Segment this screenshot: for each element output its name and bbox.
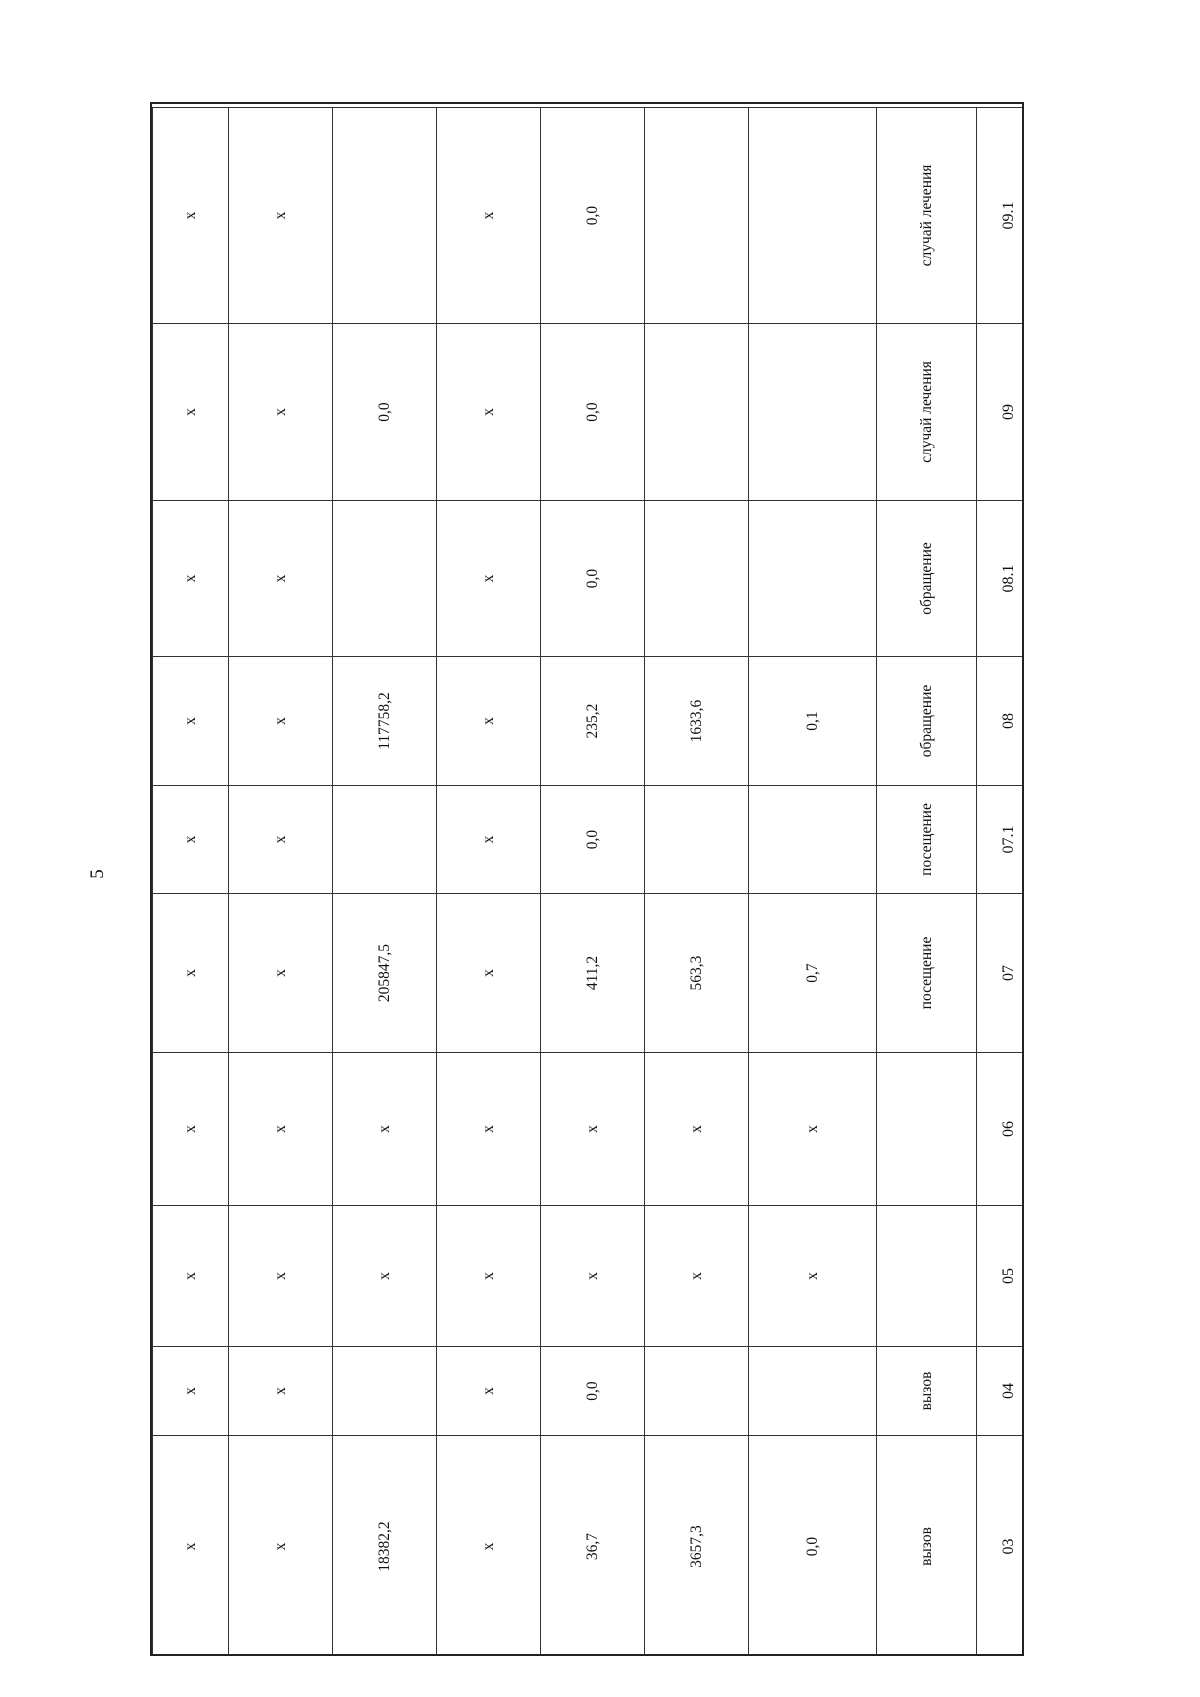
col5-cell: 0,0 — [333, 324, 437, 501]
unit-cell: обращение — [877, 657, 977, 786]
col5-cell: 18382,2 — [333, 1436, 437, 1657]
col1-cell: 0,7 — [749, 894, 877, 1053]
col2-cell — [645, 1347, 749, 1436]
col6-cell: х — [229, 1206, 333, 1347]
col3-cell: 411,2 — [541, 894, 645, 1053]
col5-cell — [333, 501, 437, 657]
unit-cell: посещение — [877, 894, 977, 1053]
col6-cell: х — [229, 108, 333, 324]
col4-cell: х — [437, 657, 541, 786]
col6-cell: х — [229, 324, 333, 501]
row-code-cell: 09 — [977, 324, 1025, 501]
table-row — [153, 108, 229, 1657]
col3-cell: 0,0 — [541, 501, 645, 657]
col7-cell: х — [153, 1053, 229, 1206]
funding-table — [152, 107, 1024, 1656]
col2-cell: х — [645, 1206, 749, 1347]
col2-cell — [645, 108, 749, 324]
table-row — [977, 108, 1025, 1657]
unit-cell: вызов — [877, 1436, 977, 1657]
col1-cell — [749, 1347, 877, 1436]
unit-cell: посещение — [877, 786, 977, 894]
row-code-cell: 05 — [977, 1206, 1025, 1347]
table-row — [437, 108, 541, 1657]
row-code-cell: 06 — [977, 1053, 1025, 1206]
col6-cell: х — [229, 1347, 333, 1436]
col1-cell: 0,0 — [749, 1436, 877, 1657]
table-row — [229, 108, 333, 1657]
col6-cell: х — [229, 657, 333, 786]
col7-cell: х — [153, 324, 229, 501]
table-row — [541, 108, 645, 1657]
col7-cell: х — [153, 1206, 229, 1347]
col7-cell: х — [153, 786, 229, 894]
col7-cell: х — [153, 1436, 229, 1657]
col1-cell — [749, 108, 877, 324]
col5-cell: 117758,2 — [333, 657, 437, 786]
table-row — [645, 108, 749, 1657]
col2-cell — [645, 501, 749, 657]
col4-cell: х — [437, 786, 541, 894]
table-row — [749, 108, 877, 1657]
row-code-cell: 07 — [977, 894, 1025, 1053]
col7-cell: х — [153, 657, 229, 786]
table-frame — [150, 102, 1024, 1656]
col3-cell: 36,7 — [541, 1436, 645, 1657]
col4-cell: х — [437, 1206, 541, 1347]
col7-cell: х — [153, 108, 229, 324]
col7-cell: х — [153, 894, 229, 1053]
col2-cell: 1633,6 — [645, 657, 749, 786]
col4-cell: х — [437, 324, 541, 501]
col2-cell: х — [645, 1053, 749, 1206]
unit-cell: случай лечения — [877, 108, 977, 324]
col5-cell — [333, 786, 437, 894]
col6-cell: х — [229, 894, 333, 1053]
col1-cell: х — [749, 1053, 877, 1206]
col2-cell — [645, 786, 749, 894]
table-body — [153, 108, 1025, 1657]
col2-cell: 563,3 — [645, 894, 749, 1053]
unit-cell: вызов — [877, 1347, 977, 1436]
col6-cell: х — [229, 501, 333, 657]
row-code-cell: 08.1 — [977, 501, 1025, 657]
col4-cell: х — [437, 501, 541, 657]
col1-cell — [749, 786, 877, 894]
col4-cell: х — [437, 894, 541, 1053]
col5-cell — [333, 1347, 437, 1436]
col3-cell: 0,0 — [541, 108, 645, 324]
col1-cell: 0,1 — [749, 657, 877, 786]
col1-cell: х — [749, 1206, 877, 1347]
col1-cell — [749, 501, 877, 657]
row-code-cell: 08 — [977, 657, 1025, 786]
col5-cell: х — [333, 1053, 437, 1206]
col5-cell — [333, 108, 437, 324]
unit-cell — [877, 1053, 977, 1206]
col4-cell: х — [437, 1053, 541, 1206]
unit-cell — [877, 1206, 977, 1347]
col3-cell: 0,0 — [541, 786, 645, 894]
col5-cell: 205847,5 — [333, 894, 437, 1053]
unit-cell: обращение — [877, 501, 977, 657]
col4-cell: х — [437, 1347, 541, 1436]
rotated-table-wrapper — [152, 104, 1024, 1656]
table-row — [333, 108, 437, 1657]
row-code-cell: 04 — [977, 1347, 1025, 1436]
col3-cell: 0,0 — [541, 324, 645, 501]
col4-cell: х — [437, 108, 541, 324]
col7-cell: х — [153, 1347, 229, 1436]
row-code-cell: 07.1 — [977, 786, 1025, 894]
page-number: 5 — [87, 869, 108, 879]
row-code-cell: 09.1 — [977, 108, 1025, 324]
col3-cell: х — [541, 1053, 645, 1206]
col3-cell: х — [541, 1206, 645, 1347]
col5-cell: х — [333, 1206, 437, 1347]
col6-cell: х — [229, 1053, 333, 1206]
col3-cell: 235,2 — [541, 657, 645, 786]
col3-cell: 0,0 — [541, 1347, 645, 1436]
col2-cell: 3657,3 — [645, 1436, 749, 1657]
table-row — [877, 108, 977, 1657]
col4-cell: х — [437, 1436, 541, 1657]
unit-cell: случай лечения — [877, 324, 977, 501]
col2-cell — [645, 324, 749, 501]
col6-cell: х — [229, 786, 333, 894]
row-code-cell: 03 — [977, 1436, 1025, 1657]
col7-cell: х — [153, 501, 229, 657]
col6-cell: х — [229, 1436, 333, 1657]
col1-cell — [749, 324, 877, 501]
